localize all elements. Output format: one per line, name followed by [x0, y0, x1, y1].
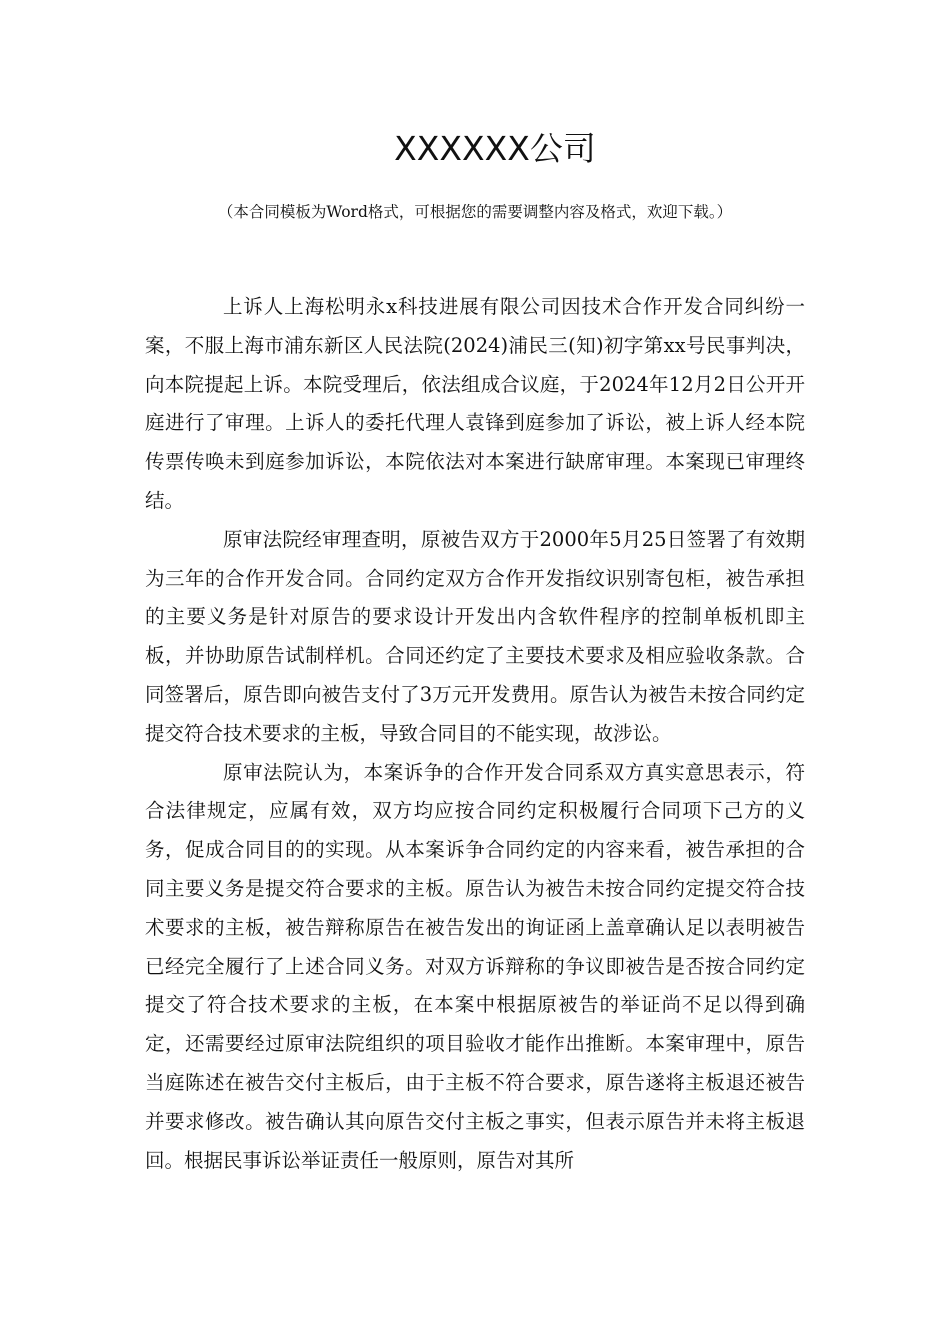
paragraph: 原审法院经审理查明，原被告双方于2000年5月25日签署了有效期为三年的合作开发合同。合同约定双方合作开发指纹识别寄包柜，被告承担的主要义务是针对原告的要求设计开发出内含软件程序的控制单板机即主板，并协助原告试制样机。合同还约定了主要技术要求及相应验收条款。合同签署后，原告即向被告支付了3万元开发费用。原告认为被告未按合同约定提交符合技术要求的主板，导致合同目的不能实现，故涉讼。: [145, 527, 805, 745]
paragraph: 上诉人上海松明永x科技进展有限公司因技术合作开发合同纠纷一案，不服上海市浦东新区人民法院(2024)浦民三(知)初字第xx号民事判决，向本院提起上诉。本院受理后，依法组成合议庭，于2024年12月2日公开开庭进行了审理。上诉人的委托代理人袁锋到庭参加了诉讼，被上诉人经本院传票传唤未到庭参加诉讼，本院依法对本案进行缺席审理。本案现已审理终结。: [145, 295, 805, 512]
document-subtitle: （本合同模板为Word格式，可根据您的需要调整内容及格式，欢迎下载。）: [217, 203, 733, 221]
document-title: XXXXXX公司: [394, 129, 596, 168]
document-body: [145, 288, 805, 1180]
paragraph: 原审法院认为，本案诉争的合作开发合同系双方真实意思表示，符合法律规定，应属有效，双方均应按合同约定积极履行合同项下己方的义务，促成合同目的的实现。从本案诉争合同约定的内容来看，被告承担的合同主要义务是提交符合要求的主板。原告认为被告未按合同约定提交符合技术要求的主板，被告辩称原告在被告发出的询证函上盖章确认足以表明被告已经完全履行了上述合同义务。对双方诉辩称的争议即被告是否按合同约定提交了符合技术要求的主板，在本案中根据原被告的举证尚不足以得到确定，还需要经过原审法院组织的项目验收才能作出推断。本案审理中，原告当庭陈述在被告交付主板后，由于主板不符合要求，原告遂将主板退还被告并要求修改。被告确认其向原告交付主板之事实，但表示原告并未将主板退回。根据民事诉讼举证责任一般原则，原告对其所: [145, 760, 805, 1172]
